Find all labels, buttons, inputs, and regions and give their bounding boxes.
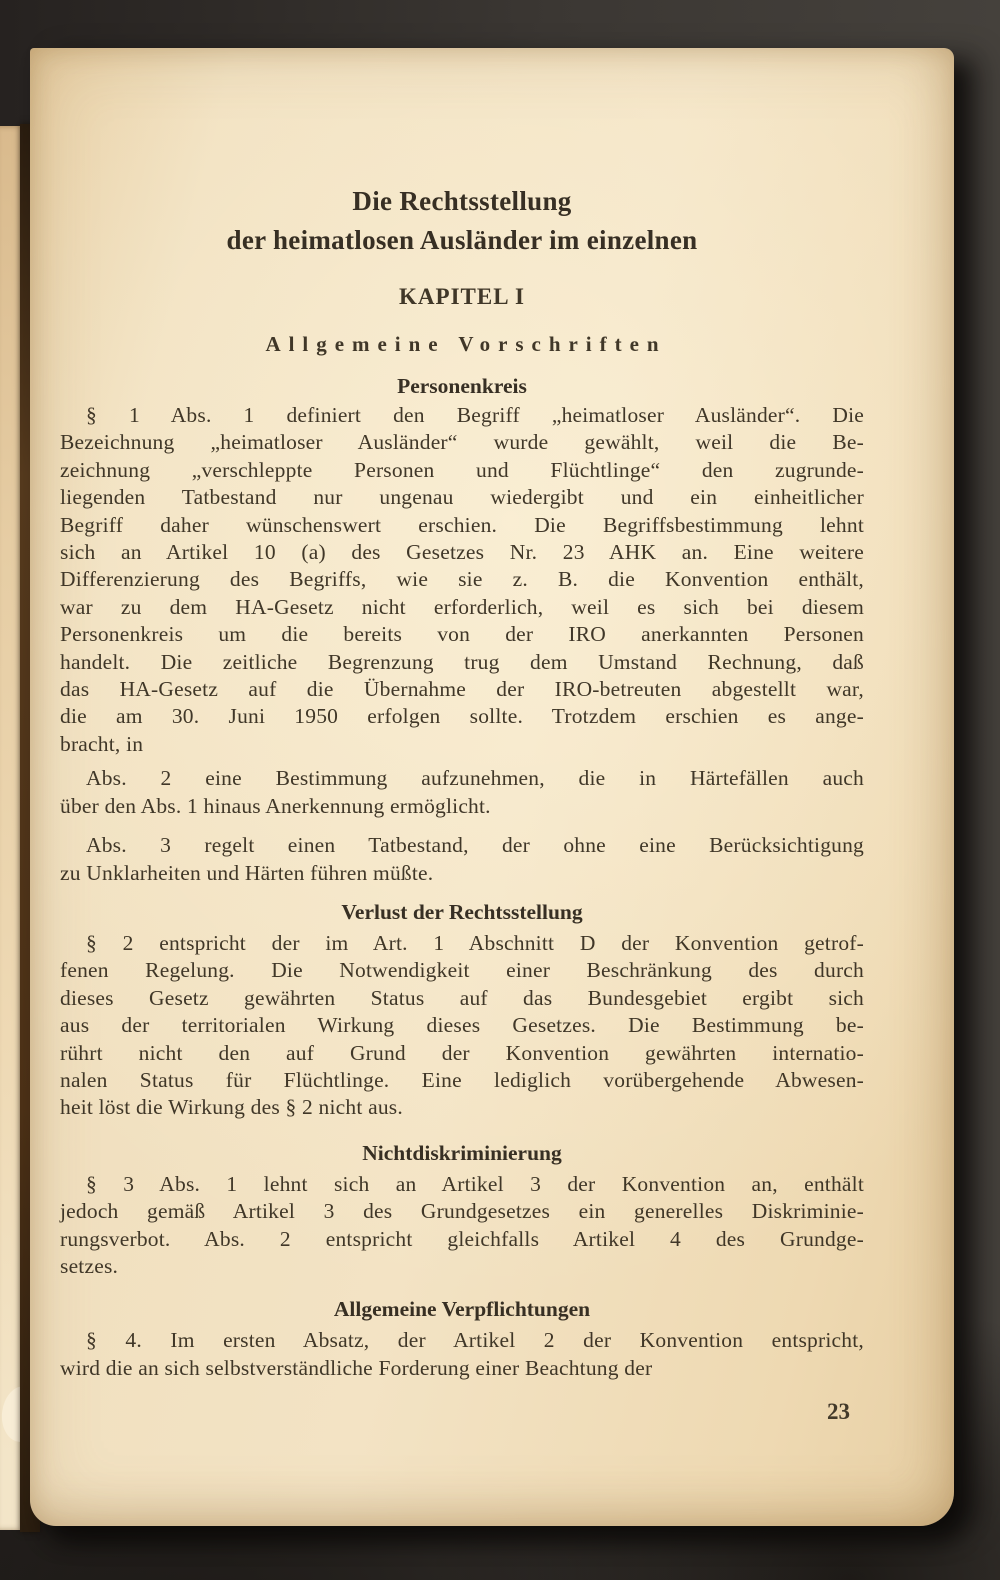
text-line: zeichnung „verschleppte Personen und Flüchtlinge“ den zugrunde- [60,457,864,482]
text-line: Begriff daher wünschenswert erschien. Die Begriffsbestimmung lehnt [60,512,864,537]
text-line [0,331,13,358]
section-heading-verpflichtungen: Allgemeine Verpflichtungen [333,1297,591,1322]
text-line: setzes. [60,1253,119,1278]
text-line: sich an Artikel 10 (a) des Gesetzes Nr. 23 AHK an. Eine weitere [60,540,864,565]
text-line: Personenkreis um die bereits von der IRO anerkannten Personen [60,622,864,647]
text-line: Bezeichnung „heimatloser Ausländer“ wurde gewählt, weil die Be- [60,430,864,455]
paragraph [60,1171,864,1281]
section-heading-verlust: Verlust der Rechtsstellung [341,899,583,924]
paragraph [60,402,864,758]
text-line: rungsverbot. Abs. 2 entspricht gleichfalls Artikel 4 des Grundge- [60,1226,864,1251]
text-line: Abs. 2 eine Bestimmung aufzunehmen, die in Härtefällen auch [86,766,864,791]
text-line: die am 30. Juni 1950 erfolgen sollte. Trotzdem erschien es ange- [60,704,864,729]
text-line: § 1 Abs. 1 definiert den Begriff „heimatloser Ausländer“. Die [86,403,864,427]
text-line [0,304,13,331]
book-page [30,48,954,1526]
text-line: jedoch gemäß Artikel 3 des Grundgesetzes ein generelles Diskriminie- [60,1199,864,1224]
page-title-line1: Die Rechtsstellung [352,186,572,216]
text-line: fenen Regelung. Die Notwendigkeit einer Beschränkung des durch [60,958,864,983]
subtitle-heading: Allgemeine Vorschriften [265,332,667,356]
paragraph [60,765,864,820]
text-line: war zu dem HA-Gesetz nicht erforderlich, weil es sich bei diesem [60,594,864,619]
paragraph [60,930,864,1122]
text-line: aus der territorialen Wirkung dieses Gesetzes. Die Bestimmung be- [60,1013,864,1038]
text-line: wird die an sich selbstverständliche Forderung einer Beachtung der [60,1355,653,1380]
page-content [30,48,954,1526]
text-line [0,250,13,277]
text-line [0,277,13,304]
text-line: rührt nicht den auf Grund der Konvention gewährten internatio- [60,1040,864,1065]
text-line: heit löst die Wirkung des § 2 nicht aus. [60,1095,403,1120]
page-number: 23 [827,1399,850,1425]
text-line: zu Unklarheiten und Härten führen müßte. [60,860,434,885]
paragraph [60,1327,864,1382]
text-line: handelt. Die zeitliche Begrenzung trug dem Umstand Rechnung, daß [60,649,864,674]
text-line: § 3 Abs. 1 lehnt sich an Artikel 3 der Konvention an, enthält [86,1171,864,1196]
text-line: dieses Gesetz gewährten Status auf das Bundesgebiet ergibt sich [60,985,864,1010]
text-line: Abs. 3 regelt einen Tatbestand, der ohne eine Berücksichtigung [86,833,864,858]
text-line [0,196,13,223]
page-title-line2: der heimatlosen Ausländer im einzelnen [226,225,698,255]
text-line: § 2 entspricht der im Art. 1 Abschnitt D der Konvention getrof- [86,930,864,955]
paragraph [60,832,864,887]
margin-text-fragments [0,196,13,426]
chapter-heading: KAPITEL I [399,284,525,309]
text-line: bracht, in [60,731,144,756]
text-line: über den Abs. 1 hinaus Anerkennung ermöglicht. [60,793,491,818]
text-line [0,223,13,250]
text-line: § 4. Im ersten Absatz, der Artikel 2 der Konvention entspricht, [86,1328,864,1353]
text-line [0,358,13,385]
text-line [0,385,13,412]
section-heading-personenkreis: Personenkreis [397,374,527,398]
text-line: liegenden Tatbestand nur ungenau wiedergibt und ein einheitlicher [60,485,864,510]
text-line: das HA-Gesetz auf die Übernahme der IRO-betreuten abgestellt war, [60,677,864,702]
text-line: Differenzierung des Begriffs, wie sie z. B. die Konvention enthält, [60,567,864,592]
section-heading-nichtdiskriminierung: Nichtdiskriminierung [362,1140,562,1165]
text-line: nalen Status für Flüchtlinge. Eine lediglich vorübergehende Abwesen- [60,1067,864,1092]
